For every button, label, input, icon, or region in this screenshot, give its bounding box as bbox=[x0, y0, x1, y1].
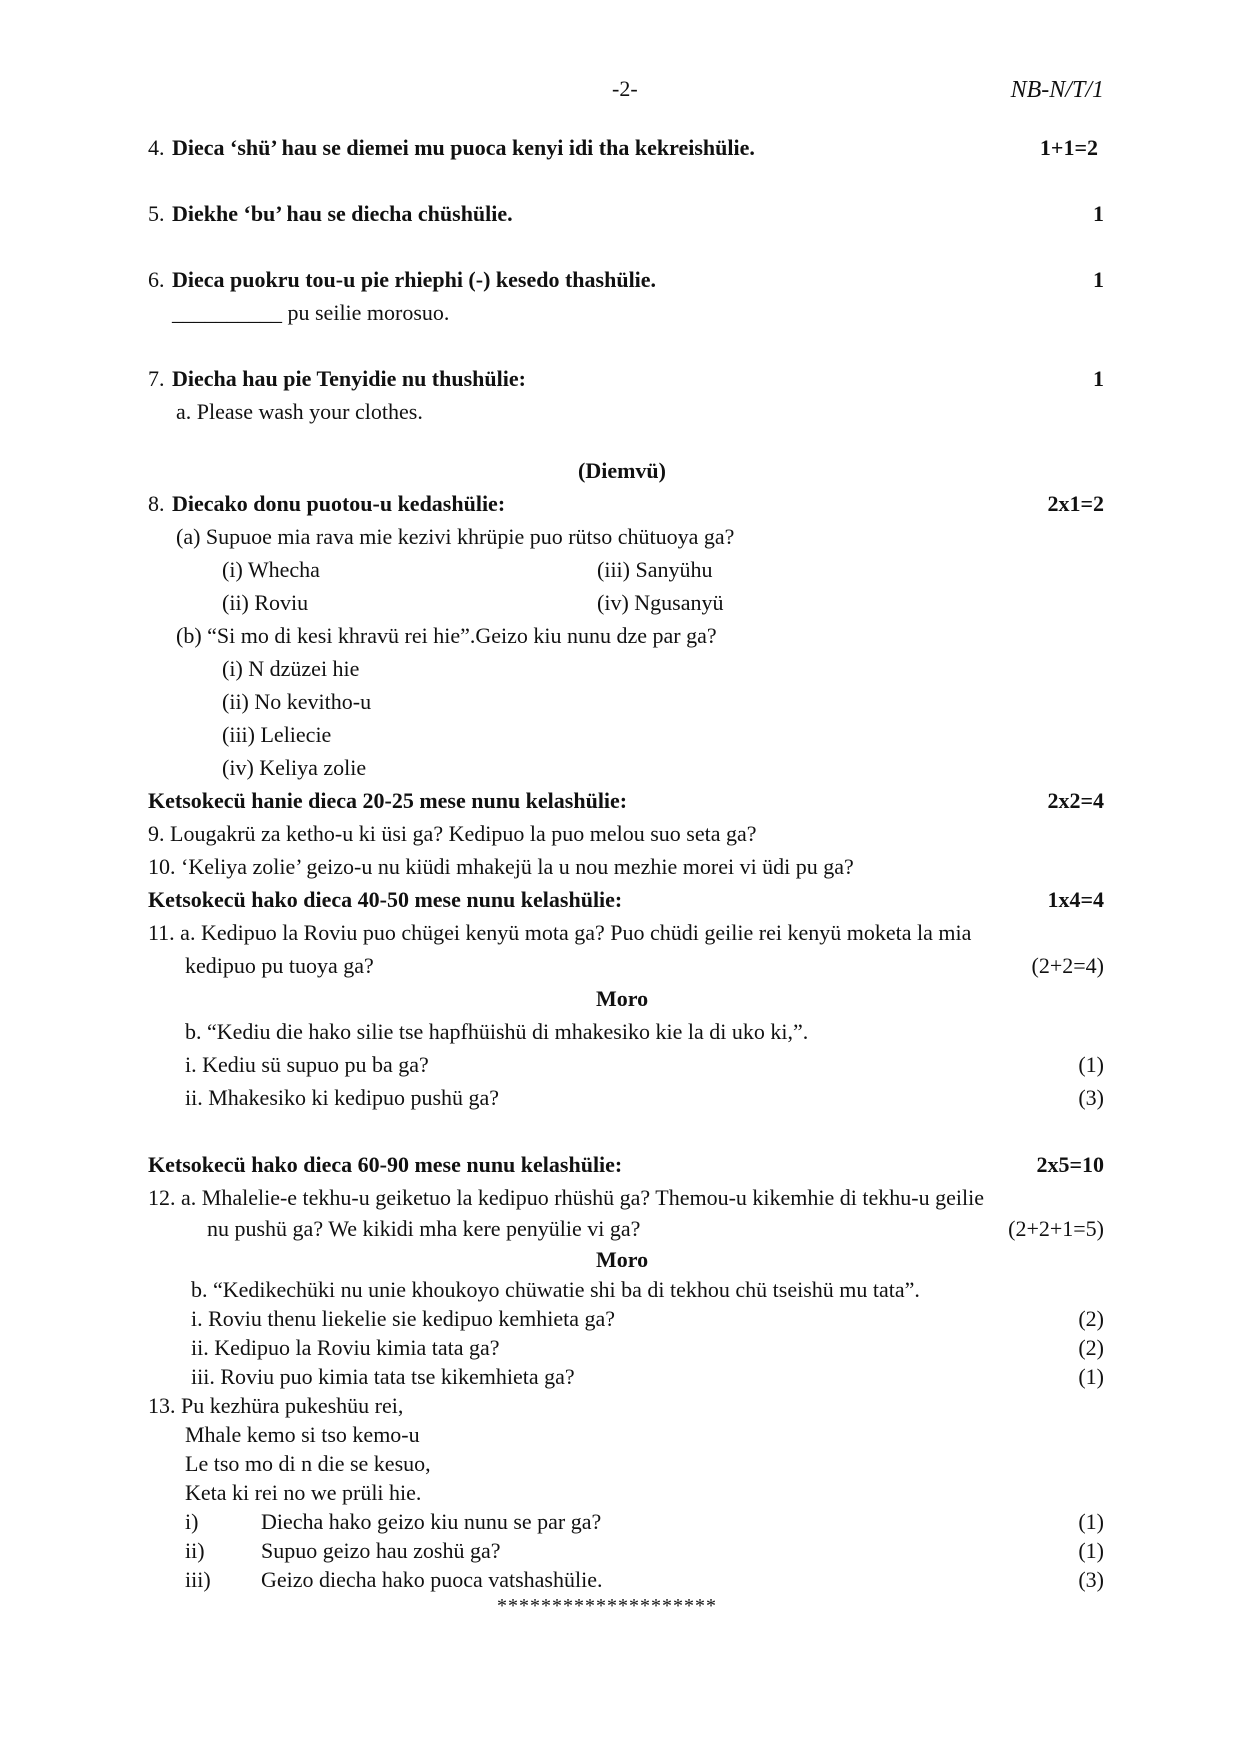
marks: 1 bbox=[1093, 201, 1104, 226]
marks: (2+2=4) bbox=[1031, 953, 1104, 978]
question-11a-line2: kedipuo pu tuoya ga? bbox=[185, 953, 374, 978]
question-text: Diekhe ‘bu’ hau se diecha chüshülie. bbox=[172, 201, 513, 226]
question-number: 5. bbox=[148, 201, 165, 226]
sub-question-number: i) bbox=[185, 1509, 199, 1534]
marks: 1+1=2 bbox=[1039, 135, 1098, 160]
question-12b-i: i. Roviu thenu liekelie sie kedipuo kemhieta ga? bbox=[191, 1306, 615, 1331]
option-ii: (ii) No kevitho-u bbox=[222, 689, 372, 714]
marks: (3) bbox=[1078, 1085, 1104, 1110]
question-9: 9. Lougakrü za ketho-u ki üsi ga? Kedipuo la puo melou suo seta ga? bbox=[148, 821, 757, 846]
sub-question-number: ii) bbox=[185, 1538, 205, 1563]
sentence-a: a. Please wash your clothes. bbox=[176, 399, 423, 424]
option-iii: (iii) Sanyühu bbox=[597, 557, 713, 582]
question-13-iii: Geizo diecha hako puoca vatshashülie. bbox=[261, 1567, 603, 1592]
question-text: Diecako donu puotou-u kedashülie: bbox=[172, 491, 506, 516]
marks: 2x5=10 bbox=[1036, 1152, 1104, 1177]
option-iv: (iv) Ngusanyü bbox=[597, 590, 724, 615]
marks: (3) bbox=[1078, 1567, 1104, 1592]
question-11b-ii: ii. Mhakesiko ki kedipuo pushü ga? bbox=[185, 1085, 500, 1110]
question-13-i: Diecha hako geizo kiu nunu se par ga? bbox=[261, 1509, 602, 1534]
marks: (1) bbox=[1078, 1509, 1104, 1534]
question-12a-line1: 12. a. Mhalelie-e tekhu-u geiketuo la kedipuo rhüshü ga? Themou-u kikemhie di tekhu-u geilie bbox=[148, 1185, 984, 1210]
question-12a-line2: nu pushü ga? We kikidi mha kere penyülie vi ga? bbox=[207, 1216, 641, 1241]
marks: (1) bbox=[1078, 1052, 1104, 1077]
question-12b-iii: iii. Roviu puo kimia tata tse kikemhieta ga? bbox=[191, 1364, 575, 1389]
question-11b: b. “Kediu die hako silie tse hapfhüishü di mhakesiko kie la di uko ki,”. bbox=[185, 1019, 809, 1044]
marks: (2) bbox=[1078, 1335, 1104, 1360]
or-label: Moro bbox=[596, 1247, 649, 1272]
question-text: Dieca ‘shü’ hau se diemei mu puoca kenyi idi tha kekreishülie. bbox=[172, 135, 755, 160]
section-instruction: Ketsokecü hanie dieca 20-25 mese nunu kelashülie: bbox=[148, 788, 628, 813]
poem-line-4: Keta ki rei no we prüli hie. bbox=[185, 1480, 422, 1505]
sub-question-a: (a) Supuoe mia rava mie kezivi khrüpie puo rütso chütuoya ga? bbox=[176, 524, 735, 549]
marks: (2+2+1=5) bbox=[1008, 1216, 1104, 1241]
page-number: -2- bbox=[612, 76, 638, 101]
question-number: 4. bbox=[148, 135, 165, 160]
question-number: 7. bbox=[148, 366, 165, 391]
question-11a-line1: 11. a. Kedipuo la Roviu puo chügei kenyü mota ga? Puo chüdi geilie rei kenyü moketa la mia bbox=[148, 920, 972, 945]
marks: (2) bbox=[1078, 1306, 1104, 1331]
paper-code: NB-N/T/1 bbox=[1010, 77, 1104, 103]
sub-question-b: (b) “Si mo di kesi khravü rei hie”.Geizo kiu nunu dze par ga? bbox=[176, 623, 717, 648]
question-text: Dieca puokru tou-u pie rhiephi (-) kesedo thashülie. bbox=[172, 267, 657, 292]
end-of-paper-stars: ******************** bbox=[497, 1595, 717, 1617]
section-instruction: Ketsokecü hako dieca 60-90 mese nunu kelashülie: bbox=[148, 1152, 623, 1177]
or-label: Moro bbox=[596, 986, 649, 1011]
question-12b-ii: ii. Kedipuo la Roviu kimia tata ga? bbox=[191, 1335, 500, 1360]
option-ii: (ii) Roviu bbox=[222, 590, 309, 615]
option-i: (i) Whecha bbox=[222, 557, 320, 582]
poem-line-3: Le tso mo di n die se kesuo, bbox=[185, 1451, 431, 1476]
option-iv: (iv) Keliya zolie bbox=[222, 755, 367, 780]
poem-line-2: Mhale kemo si tso kemo-u bbox=[185, 1422, 420, 1447]
question-13-ii: Supuo geizo hau zoshü ga? bbox=[261, 1538, 501, 1563]
marks: 1 bbox=[1093, 366, 1104, 391]
marks: (1) bbox=[1078, 1364, 1104, 1389]
question-10: 10. ‘Keliya zolie’ geizo-u nu kiüdi mhakejü la u nou mezhie morei vi üdi pu ga? bbox=[148, 854, 854, 879]
option-iii: (iii) Leliecie bbox=[222, 722, 332, 747]
poem-line-1: 13. Pu kezhüra pukeshüu rei, bbox=[148, 1393, 404, 1418]
marks: 1 bbox=[1093, 267, 1104, 292]
marks: 2x2=4 bbox=[1047, 788, 1104, 813]
fill-blank-line: __________ pu seilie morosuo. bbox=[172, 300, 450, 325]
section-heading-diemvu: (Diemvü) bbox=[578, 458, 666, 483]
question-number: 6. bbox=[148, 267, 165, 292]
section-instruction: Ketsokecü hako dieca 40-50 mese nunu kelashülie: bbox=[148, 887, 623, 912]
question-number: 8. bbox=[148, 491, 165, 516]
option-i: (i) N dzüzei hie bbox=[222, 656, 360, 681]
question-11b-i: i. Kediu sü supuo pu ba ga? bbox=[185, 1052, 429, 1077]
marks: 1x4=4 bbox=[1047, 887, 1104, 912]
question-text: Diecha hau pie Tenyidie nu thushülie: bbox=[172, 366, 526, 391]
question-12b: b. “Kedikechüki nu unie khoukoyo chüwatie shi ba di tekhou chü tseishü mu tata”. bbox=[191, 1277, 920, 1302]
marks: (1) bbox=[1078, 1538, 1104, 1563]
marks: 2x1=2 bbox=[1047, 491, 1104, 516]
sub-question-number: iii) bbox=[185, 1567, 211, 1592]
